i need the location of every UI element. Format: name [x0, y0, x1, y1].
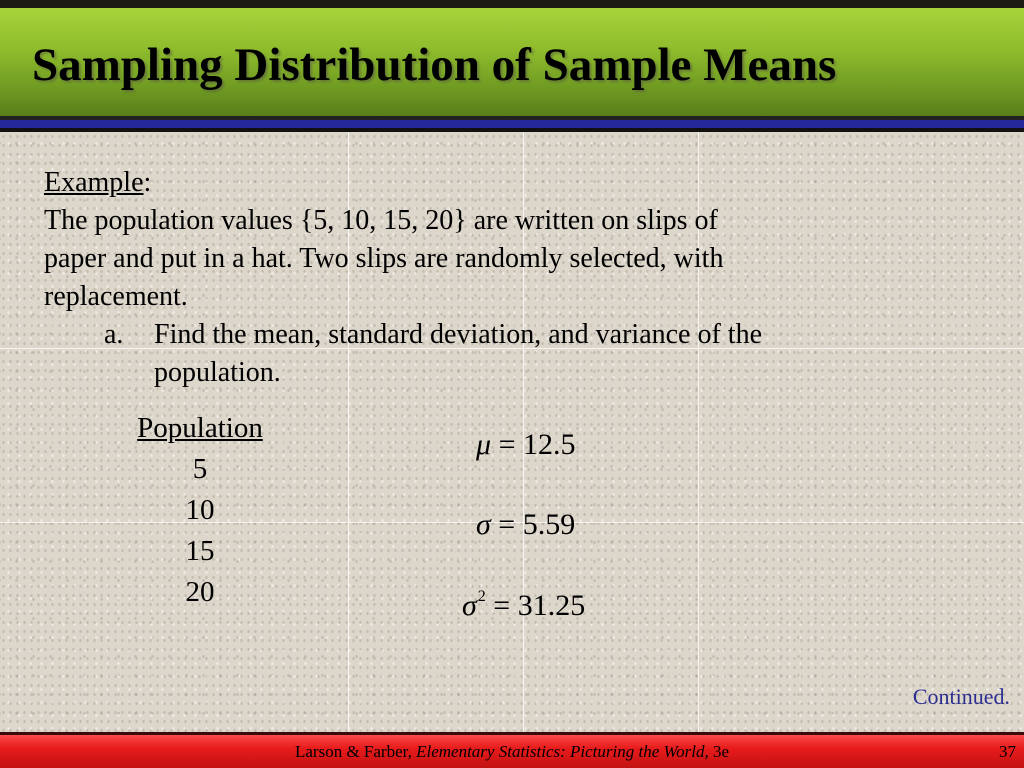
footer-edition: 3e	[708, 742, 729, 761]
footer-authors: Larson & Farber,	[294, 742, 417, 761]
list-item-a	[44, 316, 994, 392]
population-value: 20	[185, 576, 215, 608]
list-item-line-1: Find the mean, standard deviation, and variance of the	[154, 319, 763, 350]
footer-divider	[0, 732, 1024, 735]
sigma-symbol: σ	[476, 508, 491, 541]
list-item-line-2: population.	[154, 357, 281, 388]
squared-exponent: 2	[477, 588, 486, 605]
sd-formula	[476, 508, 575, 542]
example-heading	[44, 164, 994, 202]
sd-value: = 5.59	[490, 508, 576, 541]
example-colon: :	[143, 167, 152, 198]
population-value: 10	[185, 494, 215, 526]
variance-value: = 31.25	[485, 589, 586, 622]
population-value: 15	[185, 535, 215, 567]
example-label: Example	[44, 167, 144, 198]
population-header: Population	[137, 412, 263, 444]
example-text-block	[44, 164, 994, 392]
divider-blue	[0, 120, 1024, 128]
paragraph-line-2: paper and put in a hat. Two slips are randomly selected, with	[44, 243, 724, 274]
footer-book-title: Elementary Statistics: Picturing the World,	[416, 742, 709, 761]
population-table	[100, 408, 300, 613]
sigma-symbol: σ	[462, 589, 477, 622]
mean-formula	[476, 428, 575, 462]
footer-citation	[0, 742, 1024, 762]
list-item-letter: a.	[104, 319, 124, 350]
continued-note: Continued.	[912, 684, 1010, 709]
slide-content	[0, 132, 1024, 732]
mean-value: = 12.5	[491, 428, 576, 461]
top-edge-bar	[0, 0, 1024, 8]
title-band	[0, 8, 1024, 116]
paragraph-line-1: The population values {5, 10, 15, 20} are written on slips of	[44, 205, 718, 236]
population-value: 5	[192, 453, 208, 485]
paragraph-line-3: replacement.	[44, 281, 188, 312]
page-number: 37	[999, 742, 1016, 761]
variance-formula	[462, 588, 585, 623]
slide-title: Sampling Distribution of Sample Means	[32, 39, 837, 91]
mu-symbol: μ	[476, 428, 492, 461]
